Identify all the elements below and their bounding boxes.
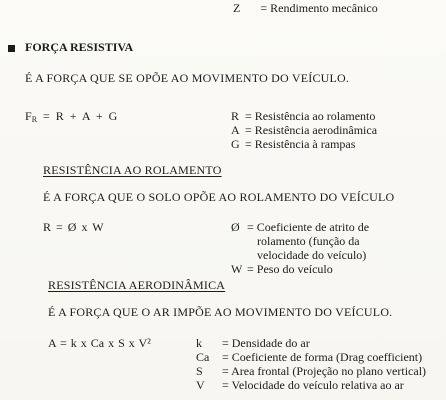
def-text: rolamento (função da (257, 234, 360, 248)
def-text: = Coeficiente de atrito de (247, 220, 370, 234)
def-text: = Coeficiente de forma (Drag coefficient) (222, 350, 423, 364)
definition-row (231, 262, 369, 276)
definition-row (231, 137, 377, 151)
main-formula (25, 109, 117, 127)
rolling-definitions (231, 220, 369, 276)
rolling-formula: R = Ø x W (43, 220, 104, 234)
aero-description: É A FORÇA QUE O AR IMPÕE AO MOVIMENTO DO VEÍCULO. (48, 305, 393, 319)
bullet-icon (8, 45, 15, 52)
def-text: = Resistência aerodinâmica (245, 123, 378, 137)
definition-row (196, 350, 426, 364)
def-symbol: A (231, 123, 240, 137)
definition-continuation (231, 234, 369, 248)
def-symbol: G (231, 137, 240, 151)
rolling-title: RESISTÊNCIA AO ROLAMENTO (43, 163, 222, 177)
z-definition (233, 1, 378, 15)
formula-rest: = R + A + G (43, 109, 118, 123)
def-symbol: k (196, 336, 202, 350)
def-symbol: Ø (231, 220, 240, 234)
section-description: É A FORÇA QUE SE OPÕE AO MOVIMENTO DO VEÍCULO. (25, 71, 350, 85)
def-text: = Resistência ao rolamento (245, 109, 376, 123)
def-symbol: S (196, 364, 203, 378)
definition-continuation (231, 248, 369, 262)
aero-title: RESISTÊNCIA AERODINÂMICA (48, 278, 226, 292)
formula-subscript: R (31, 115, 38, 124)
z-text: = Rendimento mecânico (260, 1, 378, 15)
aero-definitions (196, 336, 426, 392)
def-text: velocidade do veículo) (257, 248, 367, 262)
section-title: FORÇA RESISTIVA (25, 40, 134, 54)
definition-row (196, 378, 426, 392)
definition-row (231, 109, 377, 123)
definition-row (196, 336, 426, 350)
definition-row (231, 123, 377, 137)
def-symbol: Ca (196, 350, 210, 364)
def-text: = Densidade do ar (222, 336, 310, 350)
z-symbol: Z (233, 1, 241, 15)
force-definitions (231, 109, 377, 151)
rolling-description: É A FORÇA QUE O SOLO OPÕE AO ROLAMENTO DO VEÍCULO (43, 190, 395, 204)
def-text: = Resistência à rampas (245, 137, 356, 151)
def-symbol: R (231, 109, 240, 123)
def-text: = Peso do veículo (247, 262, 333, 276)
formula-f: F (25, 109, 32, 123)
def-symbol: V (196, 378, 205, 392)
definition-row (196, 364, 426, 378)
aero-formula: A = k x Ca x S x V² (48, 336, 151, 350)
def-symbol: W (231, 262, 243, 276)
def-text: = Area frontal (Projeção no plano vertical) (222, 364, 427, 378)
def-text: = Velocidade do veículo relativa ao ar (222, 378, 404, 392)
definition-row (231, 220, 369, 234)
